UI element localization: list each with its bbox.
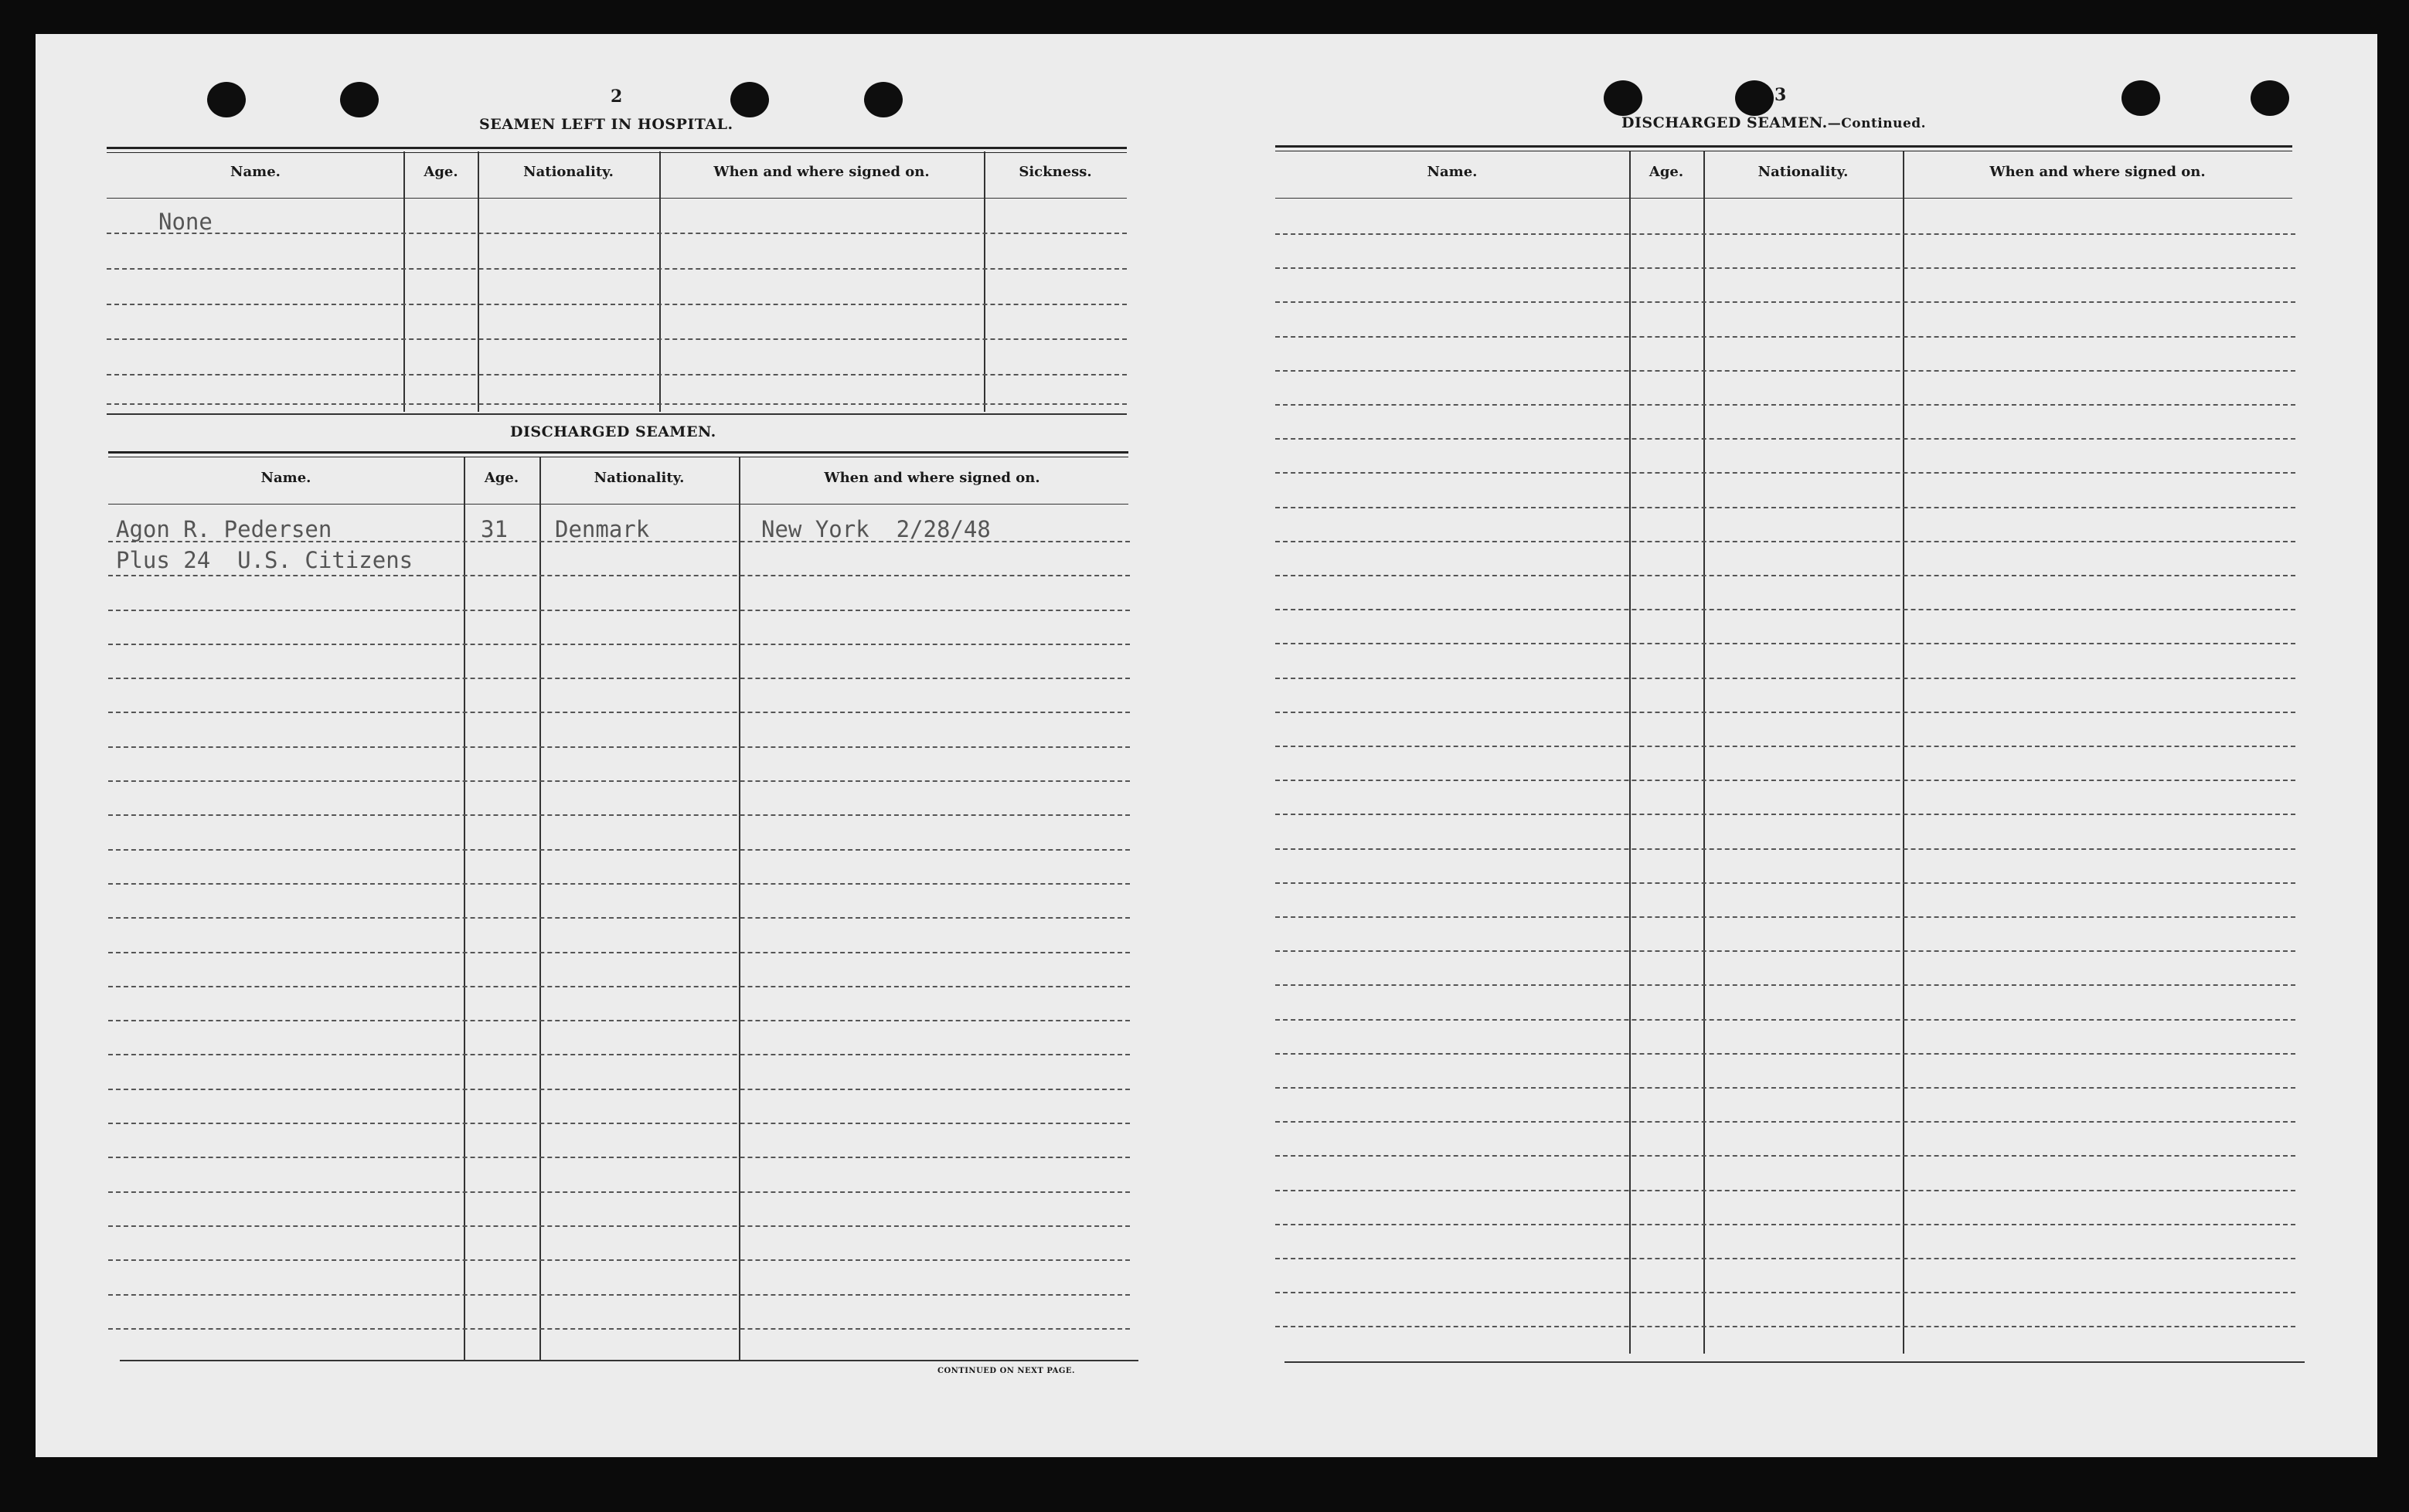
ruled-line: [108, 849, 1130, 851]
punch-hole: [864, 82, 903, 117]
ruled-line: [1275, 404, 2295, 406]
seaman-name: Agon R. Pedersen: [116, 516, 332, 542]
punch-hole: [2121, 80, 2160, 116]
punch-hole: [1735, 80, 1774, 116]
ruled-line: [1275, 1087, 2295, 1089]
col-header-age: Age.: [484, 470, 519, 486]
ruled-line: [1275, 746, 2295, 747]
discharged-section-title: DISCHARGED SEAMEN.: [510, 423, 716, 440]
ruled-line: [108, 1191, 1130, 1193]
col-header-signed-on: When and where signed on.: [1989, 164, 2206, 180]
ruled-line: [108, 1328, 1130, 1330]
ruled-line: [1275, 1053, 2295, 1055]
ruled-line: [1275, 370, 2295, 372]
col-header-signed-on: When and where signed on.: [824, 470, 1040, 486]
seaman-name: Plus 24 U.S. Citizens: [116, 547, 413, 573]
ruled-line: [1275, 233, 2295, 235]
ruled-line: [1275, 336, 2295, 338]
col-header-sickness: Sickness.: [1019, 164, 1092, 180]
ruled-line: [1275, 1190, 2295, 1191]
ruled-line: [1275, 950, 2295, 952]
col-header-name: Name.: [260, 470, 311, 486]
ruled-line: [108, 1020, 1130, 1021]
ruled-line: [1275, 1326, 2295, 1327]
punch-hole: [2251, 80, 2289, 116]
ruled-line: [108, 610, 1130, 611]
page-number-right: 3: [1774, 85, 1787, 105]
ruled-line: [108, 575, 1130, 576]
ruled-line: [1275, 575, 2295, 576]
ruled-line: [1275, 643, 2295, 644]
punch-hole: [207, 82, 246, 117]
ruled-line: [108, 986, 1130, 987]
ruled-line: [1275, 438, 2295, 440]
ruled-line: [1275, 712, 2295, 713]
discharged-continued-title-suffix: —Continued.: [1827, 116, 1927, 131]
col-header-nationality: Nationality.: [594, 470, 685, 486]
punch-hole: [730, 82, 769, 117]
punch-hole: [1604, 80, 1642, 116]
ruled-line: [1275, 1292, 2295, 1293]
discharged-continued-title-main: DISCHARGED SEAMEN.: [1621, 114, 1828, 131]
ruled-line: [1275, 814, 2295, 815]
ruled-line: [108, 952, 1130, 953]
col-header-nationality: Nationality.: [1757, 164, 1849, 180]
ruled-line: [1275, 848, 2295, 850]
ruled-line: [108, 780, 1130, 782]
ruled-line: [1275, 984, 2295, 986]
continued-footer: CONTINUED ON NEXT PAGE.: [937, 1367, 1076, 1375]
col-header-age: Age.: [424, 164, 458, 180]
discharged-continued-title: [1621, 114, 1926, 131]
ruled-line: [108, 917, 1130, 919]
ruled-line: [1275, 1121, 2295, 1123]
ruled-line: [1275, 472, 2295, 474]
ruled-line: [1275, 1019, 2295, 1021]
ruled-line: [108, 1089, 1130, 1090]
seaman-age: 31: [481, 516, 508, 542]
ruled-line: [1275, 267, 2295, 269]
ruled-line: [1275, 882, 2295, 884]
ruled-line: [1275, 541, 2295, 542]
hospital-entry-none: None: [158, 209, 213, 235]
col-header-name: Name.: [230, 164, 281, 180]
ruled-line: [1275, 301, 2295, 303]
ruled-line: [108, 1123, 1130, 1124]
ruled-line: [108, 883, 1130, 885]
ruled-line: [108, 1259, 1130, 1261]
col-header-age: Age.: [1649, 164, 1684, 180]
ruled-line: [1275, 1224, 2295, 1225]
seaman-nationality: Denmark: [555, 516, 650, 542]
seaman-signed-on: New York 2/28/48: [761, 516, 991, 542]
ruled-line: [108, 814, 1130, 816]
page-number-left: 2: [611, 87, 623, 107]
ruled-line: [1275, 507, 2295, 508]
hospital-section-title: SEAMEN LEFT IN HOSPITAL.: [479, 116, 733, 133]
ruled-line: [1275, 1258, 2295, 1259]
ruled-line: [1275, 609, 2295, 610]
ruled-line: [108, 746, 1130, 748]
punch-hole: [340, 82, 379, 117]
ruled-line: [1275, 1155, 2295, 1157]
ruled-line: [1275, 916, 2295, 918]
ruled-line: [108, 678, 1130, 679]
ruled-line: [108, 1157, 1130, 1158]
ruled-line: [108, 1054, 1130, 1055]
col-header-name: Name.: [1427, 164, 1478, 180]
ruled-line: [108, 1225, 1130, 1227]
ruled-line: [108, 712, 1130, 713]
col-header-nationality: Nationality.: [523, 164, 614, 180]
ruled-line: [1275, 780, 2295, 781]
ruled-line: [108, 1294, 1130, 1296]
col-header-signed-on: When and where signed on.: [713, 164, 930, 180]
ruled-line: [108, 644, 1130, 645]
ruled-line: [1275, 678, 2295, 679]
